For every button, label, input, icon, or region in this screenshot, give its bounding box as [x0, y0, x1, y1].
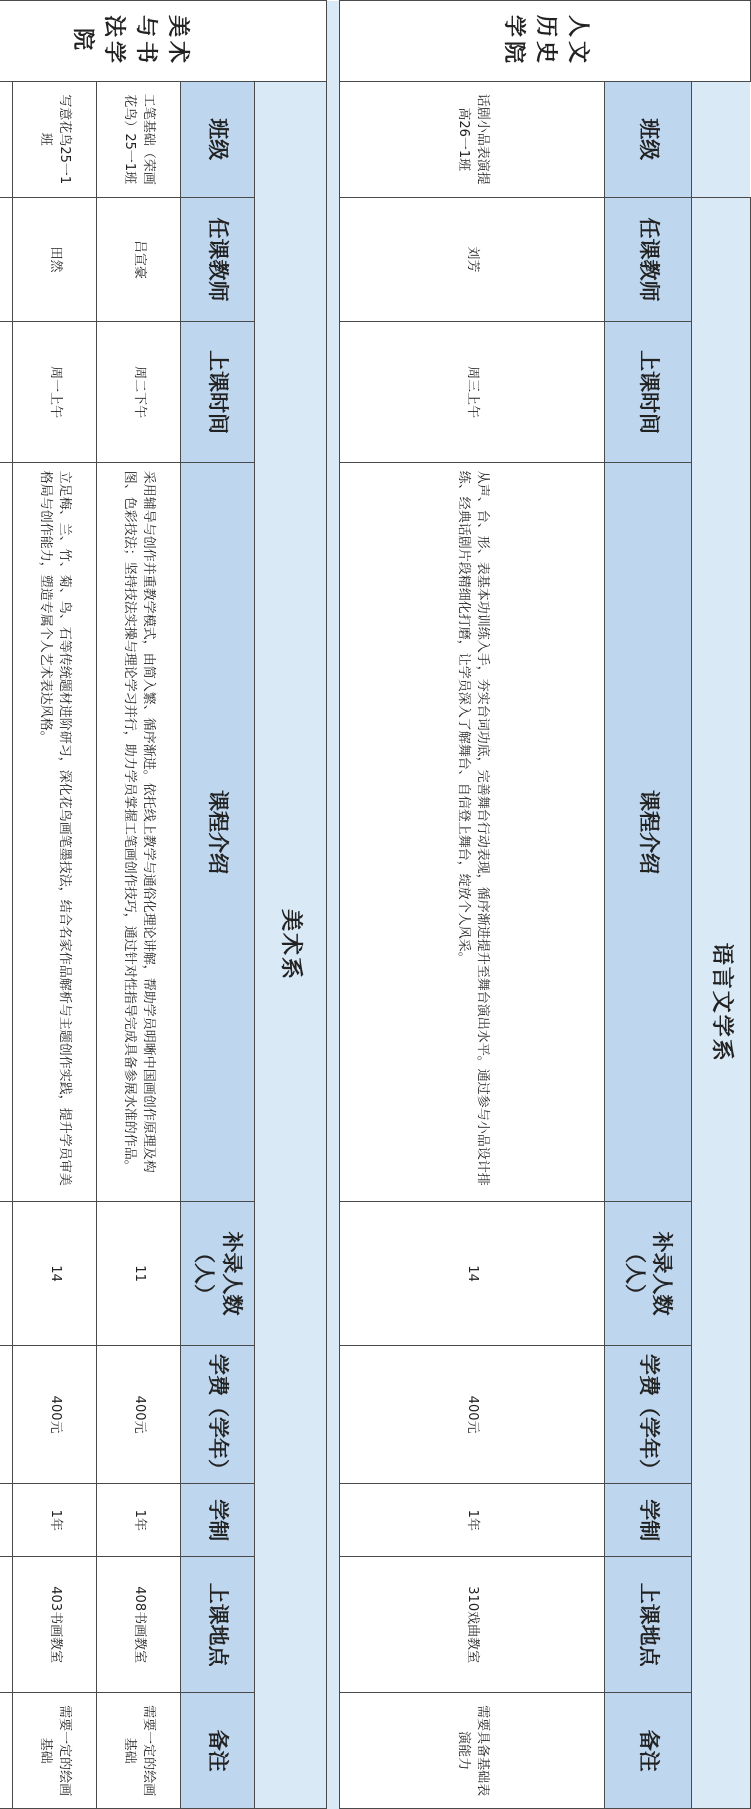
header-class: 班级 — [181, 81, 255, 197]
cell-time: 周一上午 — [13, 322, 97, 462]
cell-class — [0, 81, 13, 197]
department-name: 语言文学系 — [692, 197, 751, 1808]
table-row — [13, 1, 97, 1809]
cell-intro: 立足梅、兰、竹、菊、鸟、石等传统题材进阶研习，深化花鸟画笔墨技法，结合名家作品解析与主题创作实践，提升学员审美格局与创作能力，塑造专属个人艺术表达风格。 — [13, 462, 97, 1201]
cell-fee: 400元 — [13, 1345, 97, 1483]
cell-teacher: 刘芳 — [340, 197, 605, 322]
cell-count — [0, 1202, 13, 1346]
cell-class: 话剧小品表演提高26一1班 — [340, 81, 605, 197]
cell-note: 需要一定的绘画基础 — [97, 1693, 181, 1809]
header-duration: 学制 — [181, 1484, 255, 1557]
cell-note — [0, 1693, 13, 1809]
spacer — [692, 81, 750, 197]
header-location: 上课地点 — [605, 1557, 692, 1693]
header-duration: 学制 — [605, 1484, 692, 1557]
cell-fee: 400元 — [340, 1345, 605, 1483]
section-gap — [327, 1, 340, 1809]
header-teacher: 任课教师 — [181, 197, 255, 322]
cell-teacher: 田然 — [13, 197, 97, 322]
cell-location: 310戏曲教室 — [340, 1557, 605, 1693]
cell-note: 需要一定的绘画基础 — [13, 1693, 97, 1809]
cell-class: 工笔基础（荣画花鸟）25一1班 — [97, 81, 181, 197]
college-name: 美术与书法学院 — [0, 1, 327, 82]
cell-note: 需要具备基础表演能力 — [340, 1693, 605, 1809]
header-note: 备注 — [181, 1693, 255, 1809]
header-location: 上课地点 — [181, 1557, 255, 1693]
cell-fee: 400元 — [97, 1345, 181, 1483]
cell-intro — [0, 462, 13, 1201]
header-fee: 学费（学年） — [181, 1345, 255, 1483]
cell-duration: 1年 — [97, 1484, 181, 1557]
cell-intro: 从声、台、形、表基本功训练入手，夯实台词功底，完善舞台行动表现，循序渐进提升至舞台演出水平。通过参与小品设计排练、经典话剧片段精细化打磨，让学员深入了解舞台、自信登上舞台，绽放个人风采。 — [340, 462, 605, 1201]
cell-location — [0, 1557, 13, 1693]
cell-time: 周二下午 — [97, 322, 181, 462]
header-class: 班级 — [605, 81, 692, 197]
college-name: 人文历史学院 — [340, 1, 751, 82]
table-row — [97, 1, 181, 1809]
cell-time — [0, 322, 13, 462]
header-intro: 课程介绍 — [605, 462, 692, 1201]
cell-count: 11 — [97, 1202, 181, 1346]
spacer — [750, 81, 751, 197]
cell-duration: 1年 — [13, 1484, 97, 1557]
cell-count: 14 — [13, 1202, 97, 1346]
cell-intro: 采用辅导与创作并重教学模式，由简入繁、循序渐进。依托线上教学与通俗化理论讲解，帮助学员明晰中国画创作原理及构图、色彩技法；坚持技法实操与理论学习并行，助力学员掌握工笔画创作技巧，通过针对性指导完成具备参展水准的作品。 — [97, 462, 181, 1201]
header-fee: 学费（学年） — [605, 1345, 692, 1483]
cell-count: 14 — [340, 1202, 605, 1346]
table-row — [340, 1, 605, 1809]
header-count: 补录人数（人） — [181, 1202, 255, 1346]
cell-duration — [0, 1484, 13, 1557]
header-intro: 课程介绍 — [181, 462, 255, 1201]
header-note: 备注 — [605, 1693, 692, 1809]
cell-teacher: 吕宣豪 — [97, 197, 181, 322]
header-count: 补录人数（人） — [605, 1202, 692, 1346]
cell-fee — [0, 1345, 13, 1483]
header-time: 上课时间 — [181, 322, 255, 462]
cell-time: 周三上午 — [340, 322, 605, 462]
header-time: 上课时间 — [605, 322, 692, 462]
cell-class: 写意花鸟25一1班 — [13, 81, 97, 197]
cell-teacher — [0, 197, 13, 322]
cell-location: 403书画教室 — [13, 1557, 97, 1693]
table-row — [0, 1, 13, 1809]
department-name: 美术系 — [255, 81, 327, 1808]
cell-duration: 1年 — [340, 1484, 605, 1557]
header-teacher: 任课教师 — [605, 197, 692, 322]
cell-location: 408书画教室 — [97, 1557, 181, 1693]
